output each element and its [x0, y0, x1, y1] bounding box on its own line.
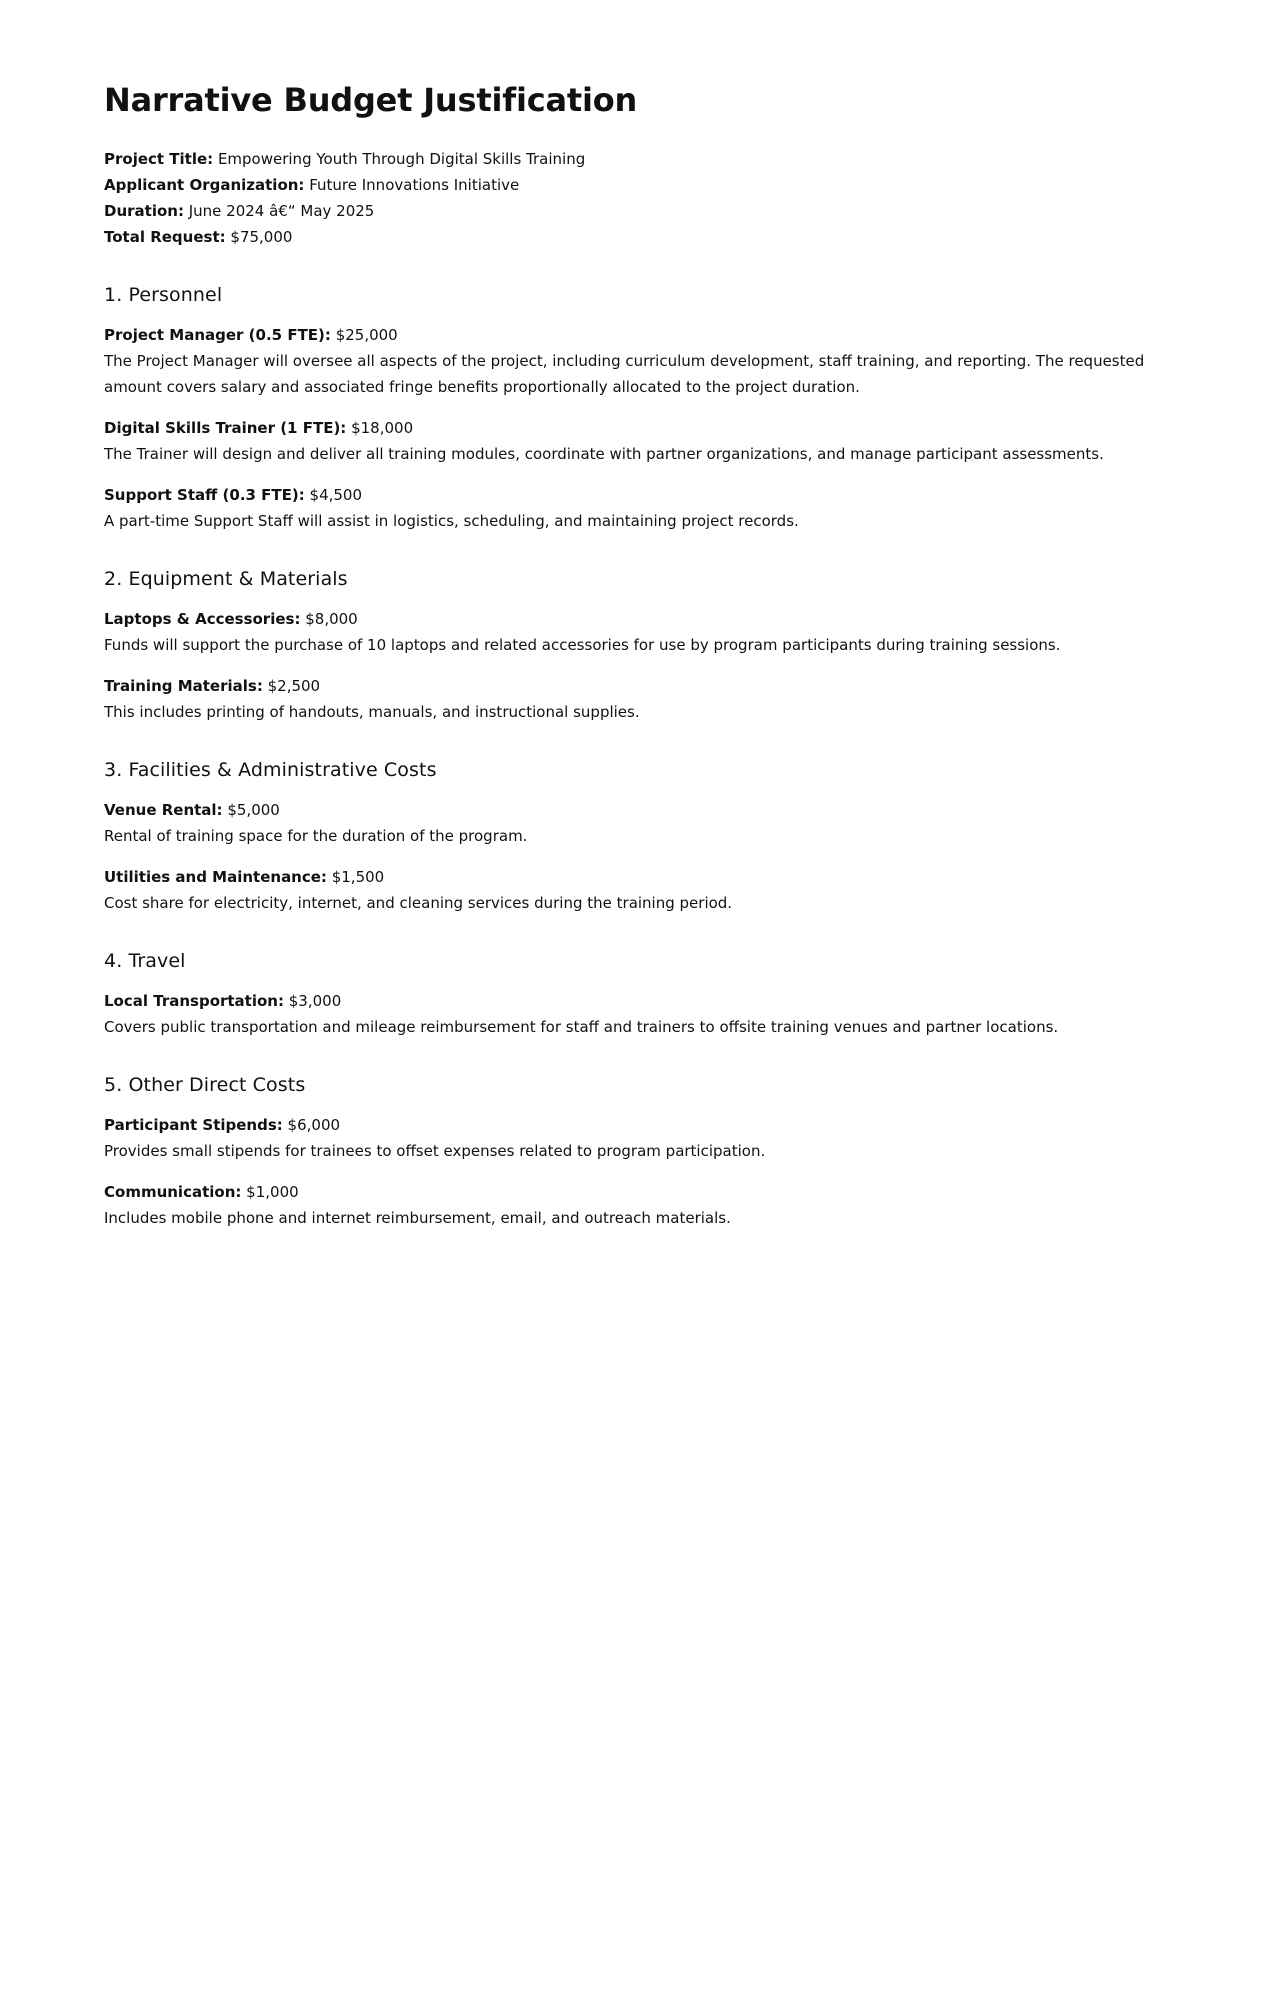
item-head [104, 415, 1159, 441]
item-amount: $8,000 [305, 610, 358, 628]
budget-item [104, 864, 1159, 916]
meta-label: Applicant Organization: [104, 176, 305, 194]
budget-item [104, 415, 1159, 467]
budget-item [104, 673, 1159, 725]
section-heading: 3. Facilities & Administrative Costs [104, 759, 437, 781]
budget-item [104, 606, 1159, 658]
section-equipment-materials [104, 564, 1159, 725]
item-amount: $6,000 [287, 1116, 341, 1134]
budget-item [104, 322, 1159, 400]
item-label: Support Staff (0.3 FTE): [104, 486, 305, 504]
item-head [104, 1112, 1159, 1138]
budget-item [104, 482, 1159, 534]
item-amount: $1,500 [331, 868, 385, 886]
item-label: Training Materials: [104, 677, 263, 695]
section-personnel [104, 280, 1159, 534]
meta-duration [104, 198, 1159, 224]
item-description: Funds will support the purchase of 10 laptops and related accessories for use by program participants during training sessions. [104, 636, 1061, 654]
budget-item [104, 1112, 1159, 1164]
item-label: Participant Stipends: [104, 1116, 283, 1134]
meta-total-request [104, 224, 1159, 250]
section-heading: 5. Other Direct Costs [104, 1074, 306, 1096]
section-other-direct-costs [104, 1070, 1159, 1231]
item-amount: $2,500 [267, 677, 321, 695]
item-amount: $1,000 [246, 1183, 299, 1201]
meta-value: Future Innovations Initiative [309, 176, 520, 194]
section-heading: 2. Equipment & Materials [104, 568, 348, 590]
item-label: Venue Rental: [104, 801, 223, 819]
meta-value: $75,000 [230, 228, 293, 246]
item-amount: $3,000 [288, 992, 342, 1010]
item-label: Local Transportation: [104, 992, 284, 1010]
item-description: The Trainer will design and deliver all training modules, coordinate with partner organizations, and manage participant assessments. [104, 445, 1104, 463]
item-label: Laptops & Accessories: [104, 610, 301, 628]
budget-item [104, 797, 1159, 849]
section-travel [104, 946, 1159, 1040]
item-head [104, 797, 1159, 823]
item-head [104, 606, 1159, 632]
item-amount: $25,000 [335, 326, 398, 344]
section-facilities-admin [104, 755, 1159, 916]
item-label: Utilities and Maintenance: [104, 868, 327, 886]
item-head [104, 988, 1159, 1014]
item-description: Rental of training space for the duration of the program. [104, 827, 528, 845]
item-amount: $5,000 [227, 801, 280, 819]
meta-value: Empowering Youth Through Digital Skills Training [217, 150, 586, 168]
item-amount: $18,000 [351, 419, 414, 437]
meta-applicant-organization [104, 172, 1159, 198]
item-description: Cost share for electricity, internet, and cleaning services during the training period. [104, 894, 733, 912]
meta-project-title [104, 146, 1159, 172]
item-description: Provides small stipends for trainees to offset expenses related to program participation. [104, 1142, 766, 1160]
page-title: Narrative Budget Justification [104, 81, 638, 119]
item-head [104, 673, 1159, 699]
budget-item [104, 1179, 1159, 1231]
project-meta [104, 146, 1159, 250]
meta-label: Project Title: [104, 150, 214, 168]
item-label: Communication: [104, 1183, 242, 1201]
item-amount: $4,500 [309, 486, 363, 504]
item-description: Covers public transportation and mileage reimbursement for staff and trainers to offsite training venues and partner locations. [104, 1018, 1059, 1036]
budget-item [104, 988, 1159, 1040]
item-label: Digital Skills Trainer (1 FTE): [104, 419, 347, 437]
item-description: This includes printing of handouts, manuals, and instructional supplies. [104, 703, 640, 721]
item-description: Includes mobile phone and internet reimbursement, email, and outreach materials. [104, 1209, 731, 1227]
item-description: A part-time Support Staff will assist in logistics, scheduling, and maintaining project records. [104, 512, 799, 530]
item-head [104, 864, 1159, 890]
item-label: Project Manager (0.5 FTE): [104, 326, 331, 344]
meta-value: June 2024 â€“ May 2025 [188, 202, 375, 220]
item-description: The Project Manager will oversee all aspects of the project, including curriculum development, staff training, and reporting. The requested amount covers salary and associated fringe benefits proportionally allocated to the project duration. [104, 352, 1145, 396]
meta-label: Total Request: [104, 228, 226, 246]
item-head [104, 1179, 1159, 1205]
meta-label: Duration: [104, 202, 184, 220]
section-heading: 1. Personnel [104, 284, 223, 306]
item-head [104, 322, 1159, 348]
item-head [104, 482, 1159, 508]
section-heading: 4. Travel [104, 950, 186, 972]
